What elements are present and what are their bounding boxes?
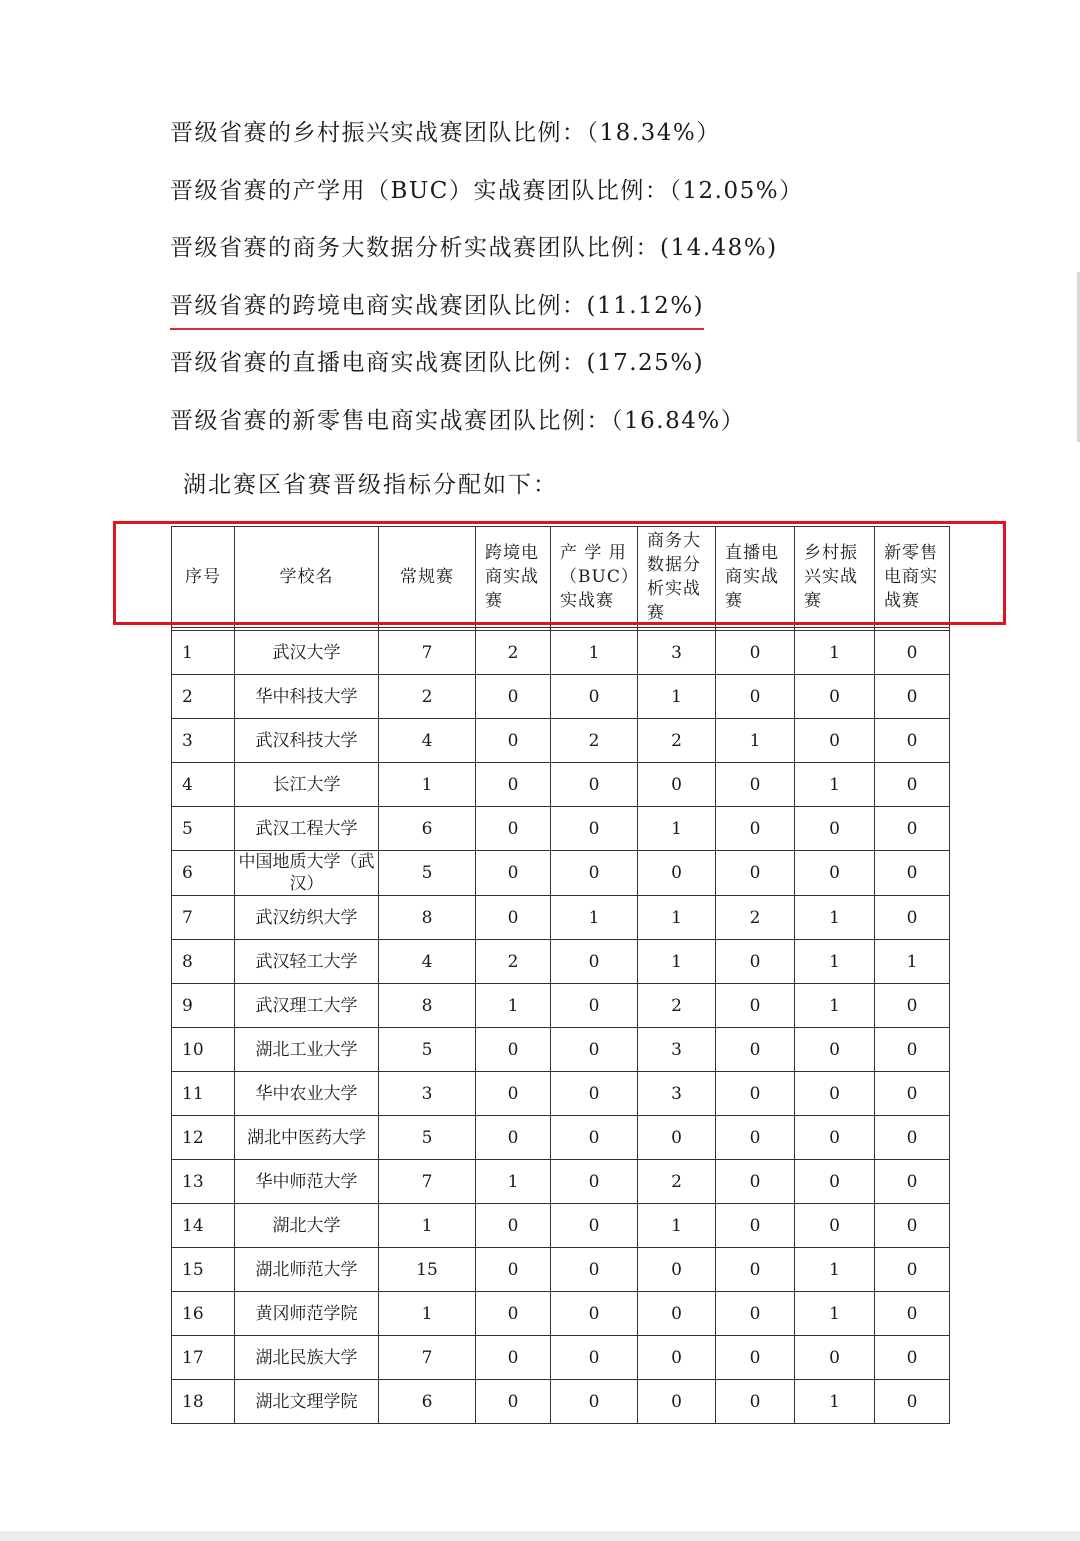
cell-big-data: 0 <box>638 1116 716 1160</box>
cell-school: 黄冈师范学院 <box>235 1292 379 1336</box>
cell-rural: 1 <box>795 1380 875 1424</box>
cell-rural: 1 <box>795 1248 875 1292</box>
cell-big-data: 0 <box>638 1248 716 1292</box>
cell-live-streaming: 0 <box>716 1380 795 1424</box>
cell-buc: 0 <box>551 984 638 1028</box>
cell-school: 湖北师范大学 <box>235 1248 379 1292</box>
cell-new-retail: 0 <box>875 763 950 807</box>
ratio-buc: 晋级省赛的产学用（BUC）实战赛团队比例：（12.05%） <box>170 177 804 204</box>
header-cross-border: 跨境电商实战赛 <box>476 527 551 628</box>
cell-index: 15 <box>172 1248 235 1292</box>
cell-new-retail: 0 <box>875 1380 950 1424</box>
table-row <box>172 1204 950 1248</box>
cell-new-retail: 0 <box>875 896 950 940</box>
header-big-data: 商务大数据分析实战赛 <box>638 527 716 628</box>
cell-big-data: 0 <box>638 851 716 896</box>
cell-buc: 0 <box>551 851 638 896</box>
cell-rural: 0 <box>795 675 875 719</box>
cell-regular: 5 <box>379 851 476 896</box>
table-row <box>172 1380 950 1424</box>
cell-new-retail: 0 <box>875 1248 950 1292</box>
cell-rural: 0 <box>795 1336 875 1380</box>
cell-school: 湖北民族大学 <box>235 1336 379 1380</box>
table-row <box>172 1116 950 1160</box>
cell-big-data: 0 <box>638 1292 716 1336</box>
cell-live-streaming: 0 <box>716 984 795 1028</box>
cell-buc: 1 <box>551 896 638 940</box>
ratio-new-retail: 晋级省赛的新零售电商实战赛团队比例：（16.84%） <box>170 407 746 434</box>
cell-buc: 0 <box>551 1248 638 1292</box>
cell-rural: 1 <box>795 896 875 940</box>
cell-big-data: 1 <box>638 807 716 851</box>
cell-buc: 2 <box>551 719 638 763</box>
cell-regular: 3 <box>379 1072 476 1116</box>
allocation-table <box>171 526 950 1424</box>
cell-live-streaming: 0 <box>716 851 795 896</box>
cell-cross-border: 0 <box>476 1248 551 1292</box>
cell-big-data: 0 <box>638 1336 716 1380</box>
table-row <box>172 1248 950 1292</box>
cell-rural: 0 <box>795 1116 875 1160</box>
cell-big-data: 1 <box>638 940 716 984</box>
cell-rural: 1 <box>795 984 875 1028</box>
cell-buc: 0 <box>551 1116 638 1160</box>
ratio-rural-revitalization: 晋级省赛的乡村振兴实战赛团队比例：（18.34%） <box>170 120 721 146</box>
cell-buc: 0 <box>551 1028 638 1072</box>
cell-buc: 0 <box>551 1336 638 1380</box>
table-row <box>172 984 950 1028</box>
cell-big-data: 1 <box>638 675 716 719</box>
cell-live-streaming: 2 <box>716 896 795 940</box>
ratio-big-data: 晋级省赛的商务大数据分析实战赛团队比例：(14.48%) <box>170 235 778 261</box>
underlined-ratio-text: 晋级省赛的跨境电商实战赛团队比例：(11.12%) <box>170 286 704 330</box>
cell-big-data: 3 <box>638 1072 716 1116</box>
cell-regular: 8 <box>379 984 476 1028</box>
cell-new-retail: 0 <box>875 1204 950 1248</box>
cell-buc: 0 <box>551 1380 638 1424</box>
cell-cross-border: 0 <box>476 1204 551 1248</box>
table-intro: 湖北赛区省赛晋级指标分配如下： <box>183 472 558 498</box>
cell-school: 武汉纺织大学 <box>235 896 379 940</box>
cell-index: 4 <box>172 763 235 807</box>
cell-regular: 5 <box>379 1028 476 1072</box>
table-row <box>172 719 950 763</box>
highlight-box <box>113 521 1006 625</box>
cell-buc: 0 <box>551 763 638 807</box>
cell-big-data: 0 <box>638 1380 716 1424</box>
cell-big-data: 0 <box>638 763 716 807</box>
header-rural: 乡村振兴实战赛 <box>795 527 875 628</box>
cell-school: 长江大学 <box>235 763 379 807</box>
table-row <box>172 631 950 675</box>
cell-live-streaming: 0 <box>716 1072 795 1116</box>
cell-buc: 0 <box>551 1072 638 1116</box>
cell-school: 华中科技大学 <box>235 675 379 719</box>
cell-live-streaming: 0 <box>716 807 795 851</box>
cell-school: 湖北大学 <box>235 1204 379 1248</box>
cell-big-data: 3 <box>638 1028 716 1072</box>
cell-cross-border: 0 <box>476 763 551 807</box>
cell-regular: 4 <box>379 940 476 984</box>
cell-new-retail: 0 <box>875 1292 950 1336</box>
cell-big-data: 1 <box>638 1204 716 1248</box>
cell-rural: 1 <box>795 940 875 984</box>
cell-index: 2 <box>172 675 235 719</box>
cell-rural: 0 <box>795 851 875 896</box>
cell-index: 8 <box>172 940 235 984</box>
header-new-retail: 新零售电商实战赛 <box>875 527 950 628</box>
cell-school: 湖北中医药大学 <box>235 1116 379 1160</box>
cell-index: 10 <box>172 1028 235 1072</box>
cell-new-retail: 0 <box>875 1336 950 1380</box>
cell-live-streaming: 0 <box>716 940 795 984</box>
cell-regular: 2 <box>379 675 476 719</box>
table-row <box>172 851 950 896</box>
cell-new-retail: 0 <box>875 984 950 1028</box>
cell-new-retail: 0 <box>875 631 950 675</box>
cell-index: 13 <box>172 1160 235 1204</box>
cell-cross-border: 0 <box>476 719 551 763</box>
cell-buc: 1 <box>551 631 638 675</box>
cell-school: 中国地质大学（武汉） <box>235 851 379 896</box>
cell-school: 华中师范大学 <box>235 1160 379 1204</box>
cell-index: 6 <box>172 851 235 896</box>
cell-regular: 7 <box>379 1336 476 1380</box>
cell-school: 湖北文理学院 <box>235 1380 379 1424</box>
cell-new-retail: 0 <box>875 1160 950 1204</box>
cell-school: 武汉科技大学 <box>235 719 379 763</box>
cell-school: 湖北工业大学 <box>235 1028 379 1072</box>
table-row <box>172 763 950 807</box>
header-live-streaming: 直播电商实战赛 <box>716 527 795 628</box>
cell-new-retail: 0 <box>875 807 950 851</box>
cell-live-streaming: 0 <box>716 675 795 719</box>
cell-regular: 1 <box>379 763 476 807</box>
cell-school: 武汉理工大学 <box>235 984 379 1028</box>
cell-index: 7 <box>172 896 235 940</box>
table-row <box>172 896 950 940</box>
cell-regular: 8 <box>379 896 476 940</box>
cell-index: 5 <box>172 807 235 851</box>
cell-new-retail: 0 <box>875 1072 950 1116</box>
cell-buc: 0 <box>551 940 638 984</box>
cell-cross-border: 0 <box>476 1116 551 1160</box>
table-body <box>172 628 950 1424</box>
cell-index: 18 <box>172 1380 235 1424</box>
cell-regular: 1 <box>379 1204 476 1248</box>
cell-index: 1 <box>172 631 235 675</box>
header-regular: 常规赛 <box>379 527 476 628</box>
cell-index: 9 <box>172 984 235 1028</box>
cell-live-streaming: 0 <box>716 1028 795 1072</box>
cell-new-retail: 0 <box>875 719 950 763</box>
cell-buc: 0 <box>551 1292 638 1336</box>
cell-index: 3 <box>172 719 235 763</box>
ratio-cross-border <box>170 281 804 339</box>
cell-cross-border: 0 <box>476 675 551 719</box>
cell-rural: 0 <box>795 1160 875 1204</box>
cell-new-retail: 0 <box>875 851 950 896</box>
cell-regular: 4 <box>379 719 476 763</box>
cell-live-streaming: 0 <box>716 1248 795 1292</box>
header-index: 序号 <box>172 527 235 628</box>
cell-big-data: 3 <box>638 631 716 675</box>
cell-cross-border: 0 <box>476 851 551 896</box>
cell-school: 武汉工程大学 <box>235 807 379 851</box>
cell-index: 14 <box>172 1204 235 1248</box>
cell-index: 12 <box>172 1116 235 1160</box>
table-row <box>172 940 950 984</box>
cell-big-data: 2 <box>638 984 716 1028</box>
header-school: 学校名 <box>235 527 379 628</box>
cell-buc: 0 <box>551 1160 638 1204</box>
cell-regular: 6 <box>379 1380 476 1424</box>
table-row <box>172 807 950 851</box>
cell-cross-border: 1 <box>476 1160 551 1204</box>
cell-big-data: 1 <box>638 896 716 940</box>
cell-rural: 0 <box>795 719 875 763</box>
cell-rural: 0 <box>795 1028 875 1072</box>
cell-live-streaming: 1 <box>716 719 795 763</box>
cell-school: 武汉轻工大学 <box>235 940 379 984</box>
cell-index: 16 <box>172 1292 235 1336</box>
table-row <box>172 1028 950 1072</box>
cell-live-streaming: 0 <box>716 763 795 807</box>
cell-cross-border: 0 <box>476 1072 551 1116</box>
cell-new-retail: 0 <box>875 675 950 719</box>
cell-cross-border: 0 <box>476 1028 551 1072</box>
cell-cross-border: 0 <box>476 1292 551 1336</box>
cell-cross-border: 0 <box>476 807 551 851</box>
cell-rural: 1 <box>795 1292 875 1336</box>
header-buc: 产 学 用（BUC）实战赛 <box>551 527 638 628</box>
cell-regular: 5 <box>379 1116 476 1160</box>
cell-cross-border: 2 <box>476 631 551 675</box>
ratio-live-streaming: 晋级省赛的直播电商实战赛团队比例：(17.25%) <box>170 350 705 376</box>
cell-rural: 1 <box>795 631 875 675</box>
cell-buc: 0 <box>551 807 638 851</box>
cell-buc: 0 <box>551 1204 638 1248</box>
bottom-strip <box>0 1531 1080 1541</box>
cell-cross-border: 2 <box>476 940 551 984</box>
cell-live-streaming: 0 <box>716 631 795 675</box>
cell-rural: 0 <box>795 807 875 851</box>
table-row <box>172 1160 950 1204</box>
cell-index: 11 <box>172 1072 235 1116</box>
cell-live-streaming: 0 <box>716 1292 795 1336</box>
cell-new-retail: 0 <box>875 1116 950 1160</box>
cell-cross-border: 0 <box>476 1380 551 1424</box>
table-row <box>172 675 950 719</box>
cell-live-streaming: 0 <box>716 1336 795 1380</box>
cell-live-streaming: 0 <box>716 1160 795 1204</box>
cell-live-streaming: 0 <box>716 1116 795 1160</box>
cell-regular: 6 <box>379 807 476 851</box>
table-row <box>172 1336 950 1380</box>
cell-new-retail: 0 <box>875 1028 950 1072</box>
cell-school: 武汉大学 <box>235 631 379 675</box>
cell-rural: 0 <box>795 1204 875 1248</box>
cell-cross-border: 1 <box>476 984 551 1028</box>
cell-regular: 1 <box>379 1292 476 1336</box>
table-row <box>172 1292 950 1336</box>
cell-school: 华中农业大学 <box>235 1072 379 1116</box>
cell-big-data: 2 <box>638 719 716 763</box>
cell-regular: 7 <box>379 631 476 675</box>
cell-big-data: 2 <box>638 1160 716 1204</box>
cell-cross-border: 0 <box>476 896 551 940</box>
cell-regular: 15 <box>379 1248 476 1292</box>
cell-rural: 1 <box>795 763 875 807</box>
cell-new-retail: 1 <box>875 940 950 984</box>
ratio-list <box>170 108 804 453</box>
cell-rural: 0 <box>795 1072 875 1116</box>
cell-index: 17 <box>172 1336 235 1380</box>
cell-cross-border: 0 <box>476 1336 551 1380</box>
table-row <box>172 1072 950 1116</box>
cell-buc: 0 <box>551 675 638 719</box>
cell-regular: 7 <box>379 1160 476 1204</box>
cell-live-streaming: 0 <box>716 1204 795 1248</box>
